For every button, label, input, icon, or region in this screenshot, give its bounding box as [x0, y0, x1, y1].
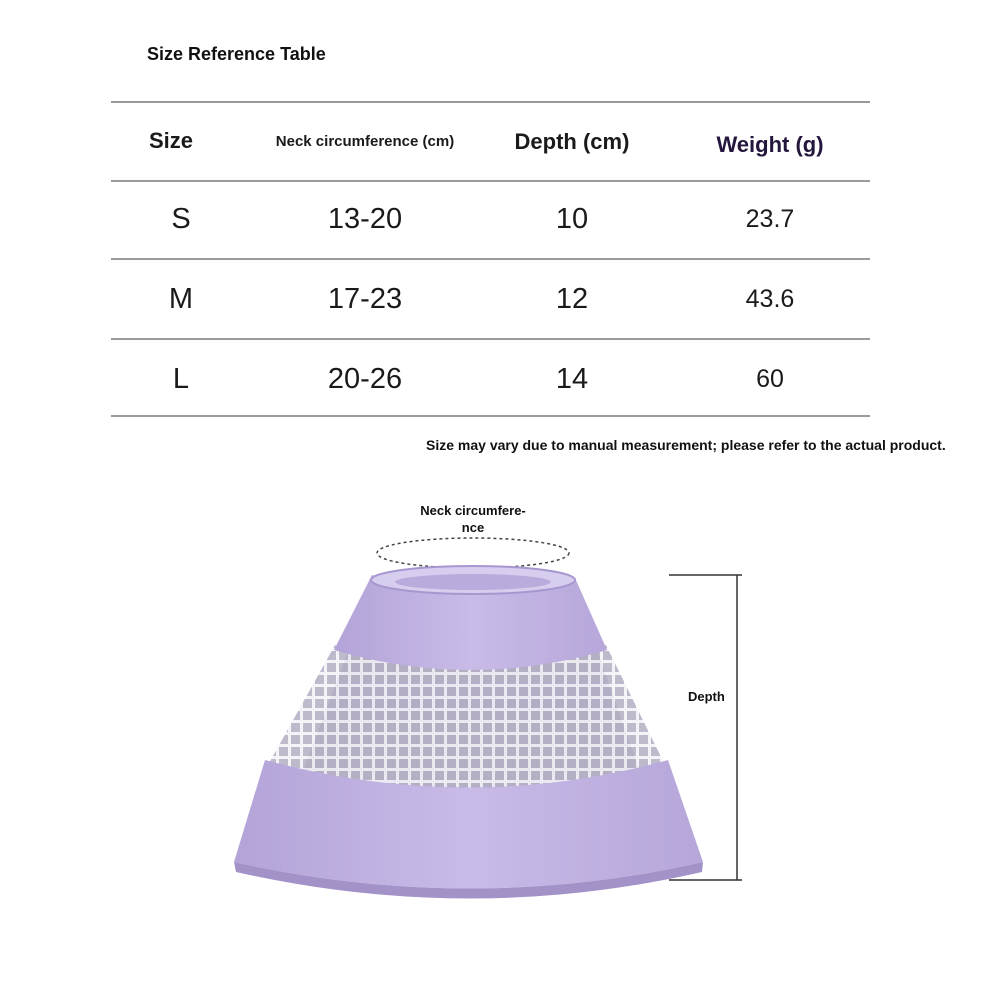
neck-label-line2: nce — [461, 520, 485, 535]
cell-neck: 13-20 — [327, 203, 403, 235]
neck-circumference-label — [408, 502, 538, 536]
cell-size: S — [171, 203, 191, 235]
header-size: Size — [148, 128, 194, 153]
neck-label-line1: Neck circumfere- — [420, 503, 526, 518]
cell-weight: 60 — [756, 365, 784, 393]
cell-size: M — [168, 283, 194, 315]
header-depth: Depth (cm) — [514, 129, 630, 154]
header-weight: Weight (g) — [716, 132, 824, 157]
cell-weight: 23.7 — [745, 205, 795, 233]
cell-neck: 17-23 — [327, 283, 403, 315]
depth-label: Depth — [688, 689, 725, 704]
page-title: Size Reference Table — [147, 44, 326, 64]
header-neck-circumference: Neck circumference (cm) — [275, 133, 455, 150]
measurement-note: Size may vary due to manual measurement; please refer to the actual product. — [426, 437, 946, 453]
cell-depth: 10 — [555, 203, 589, 235]
cell-depth: 14 — [555, 363, 589, 395]
neck-circumference-dashed-ellipse — [377, 538, 569, 568]
cell-depth: 12 — [555, 283, 589, 315]
cell-neck: 20-26 — [327, 363, 403, 395]
cell-size: L — [172, 363, 190, 395]
cone-top-opening-inner — [395, 574, 551, 590]
cell-weight: 43.6 — [745, 285, 795, 313]
